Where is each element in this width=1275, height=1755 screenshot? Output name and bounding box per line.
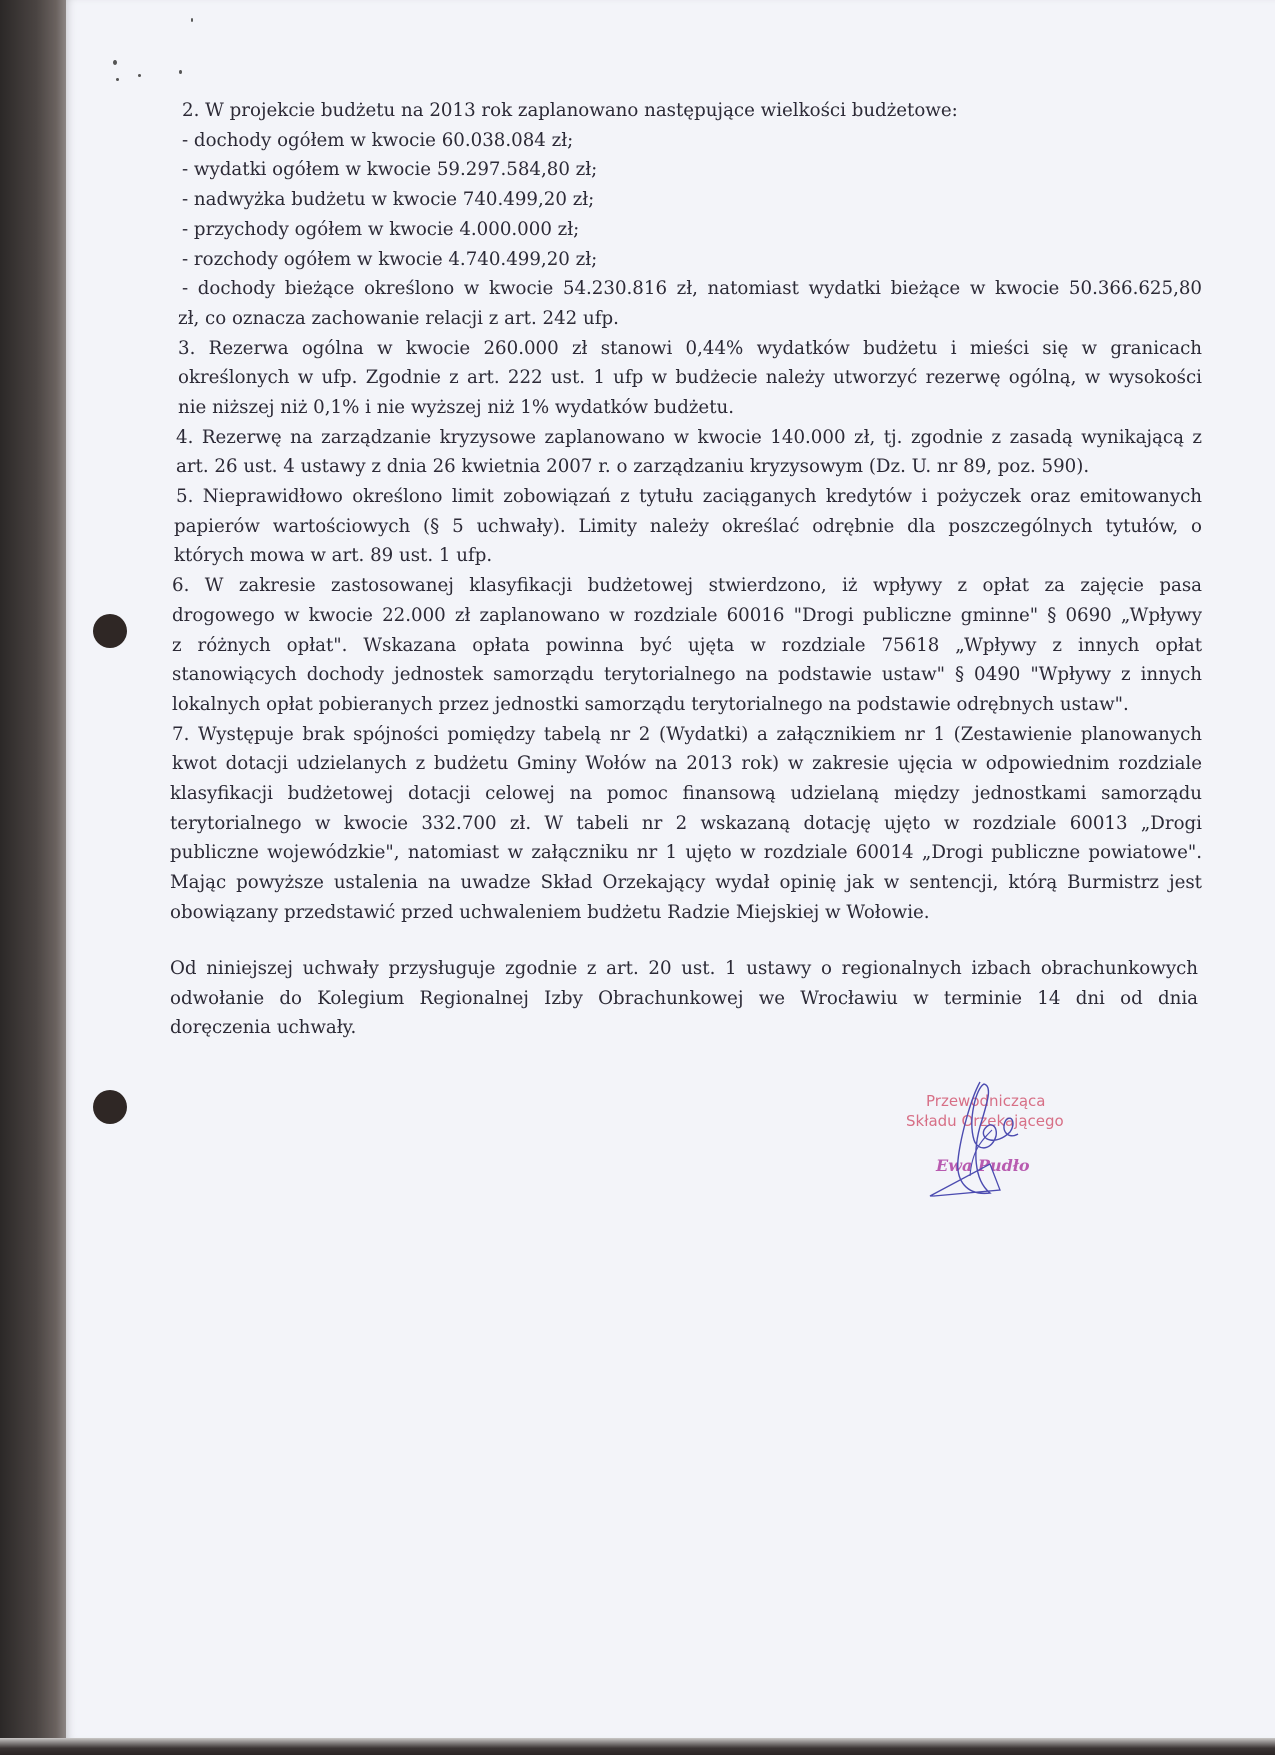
text-line: publiczne wojewódzkie", natomiast w załączniku nr 1 ujęto w rozdziale 60014 „Drogi publiczne powiatowe". [170,842,1202,864]
text-line: nie niższej niż 0,1% i nie wyższej niż 1% wydatków budżetu. [178,396,734,418]
punch-hole-lower [93,1090,127,1124]
text-line: - przychody ogółem w kwocie 4.000.000 zł; [182,218,580,240]
text-line: - nadwyżka budżetu w kwocie 740.499,20 zł; [182,189,595,211]
text-line: 3. Rezerwa ogólna w kwocie 260.000 zł stanowi 0,44% wydatków budżetu i mieści się w granicach [178,337,1202,359]
text-line: - dochody ogółem w kwocie 60.038.084 zł; [182,129,574,151]
scan-speck [113,60,117,65]
text-line: doręczenia uchwały. [170,1017,357,1039]
scan-bottom-edge [0,1738,1275,1755]
signature-stamp [900,1080,1100,1200]
scan-left-edge [0,0,66,1755]
text-line: kwot dotacji udzielanych z budżetu Gminy Wołów na 2013 rok) w zakresie ujęcia w odpowiednim rozdziale [172,753,1202,775]
document-body [170,96,1202,927]
text-line: zł, co oznacza zachowanie relacji z art. 242 ufp. [178,307,619,329]
handwritten-signature [900,1080,1100,1200]
text-line: art. 26 ust. 4 ustawy z dnia 26 kwietnia 2007 r. o zarządzaniu kryzysowym (Dz. U. nr 89, poz. 590). [176,456,1090,478]
punch-hole-upper [93,614,127,648]
text-line: z różnych opłat". Wskazana opłata powinna być ujęta w rozdziale 75618 „Wpływy z innych opłat [172,634,1202,656]
stamp-title: Przewodnicząca [926,1092,1046,1110]
text-line: 4. Rezerwę na zarządzanie kryzysowe zaplanowano w kwocie 140.000 zł, tj. zgodnie z zasadą wynikającą z [176,426,1202,448]
text-line: 7. Występuje brak spójności pomiędzy tabelą nr 2 (Wydatki) a załącznikiem nr 1 (Zestawienie planowanych [172,723,1202,745]
text-line: 5. Nieprawidłowo określono limit zobowiązań z tytułu zaciąganych kredytów i pożyczek oraz emitowanych [176,486,1202,508]
appeal-paragraph [170,955,1198,1043]
text-line: obowiązany przedstawić przed uchwaleniem budżetu Radzie Miejskiej w Wołowie. [170,901,930,923]
text-line: 6. W zakresie zastosowanej klasyfikacji budżetowej stwierdzono, iż wpływy z opłat za zajęcie pasa [172,575,1202,597]
text-line: klasyfikacji budżetowej dotacji celowej na pomoc finansową udzielaną między jednostkami samorządu [170,782,1202,804]
text-line: stanowiących dochody jednostek samorządu terytorialnego na podstawie ustaw" § 0490 "Wpływy z innych [172,664,1202,686]
text-line: Od niniejszej uchwały przysługuje zgodnie z art. 20 ust. 1 ustawy o regionalnych izbach obrachunkowych [170,958,1198,979]
scan-speck [191,18,193,22]
stamp-name: Ewa Pudło [936,1156,1030,1175]
stamp-subtitle: Składu Orzekającego [906,1112,1064,1130]
scan-speck [179,70,182,74]
text-line: określonych w ufp. Zgodnie z art. 222 ust. 1 ufp w budżecie należy utworzyć rezerwę ogólną, w wysokości [178,367,1202,389]
text-line: terytorialnego w kwocie 332.700 zł. W tabeli nr 2 wskazaną dotację ujęto w rozdziale 60013 „Drogi [170,812,1202,834]
text-line: - wydatki ogółem w kwocie 59.297.584,80 zł; [182,159,598,181]
scan-speck [116,78,119,81]
text-line: odwołanie do Kolegium Regionalnej Izby Obrachunkowej we Wrocławiu w terminie 14 dni od dnia [170,987,1198,1009]
text-line: których mowa w art. 89 ust. 1 ufp. [174,545,493,567]
text-line: lokalnych opłat pobieranych przez jednostki samorządu terytorialnego na podstawie odrębnych ustaw". [172,693,1129,715]
text-line: 2. W projekcie budżetu na 2013 rok zaplanowano następujące wielkości budżetowe: [182,100,958,121]
scan-speck [138,74,141,77]
text-line: Mając powyższe ustalenia na uwadze Skład Orzekający wydał opinię jak w sentencji, którą Burmistrz jest [170,872,1202,894]
text-line: - dochody bieżące określono w kwocie 54.230.816 zł, natomiast wydatki bieżące w kwocie 50.366.625,80 [182,278,1202,300]
text-line: - rozchody ogółem w kwocie 4.740.499,20 zł; [182,248,598,270]
text-line: drogowego w kwocie 22.000 zł zaplanowano w rozdziale 60016 "Drogi publiczne gminne" § 0690 „Wpływy [172,604,1202,626]
text-line: papierów wartościowych (§ 5 uchwały). Limity należy określać odrębnie dla poszczególnych tytułów, o [174,515,1202,537]
